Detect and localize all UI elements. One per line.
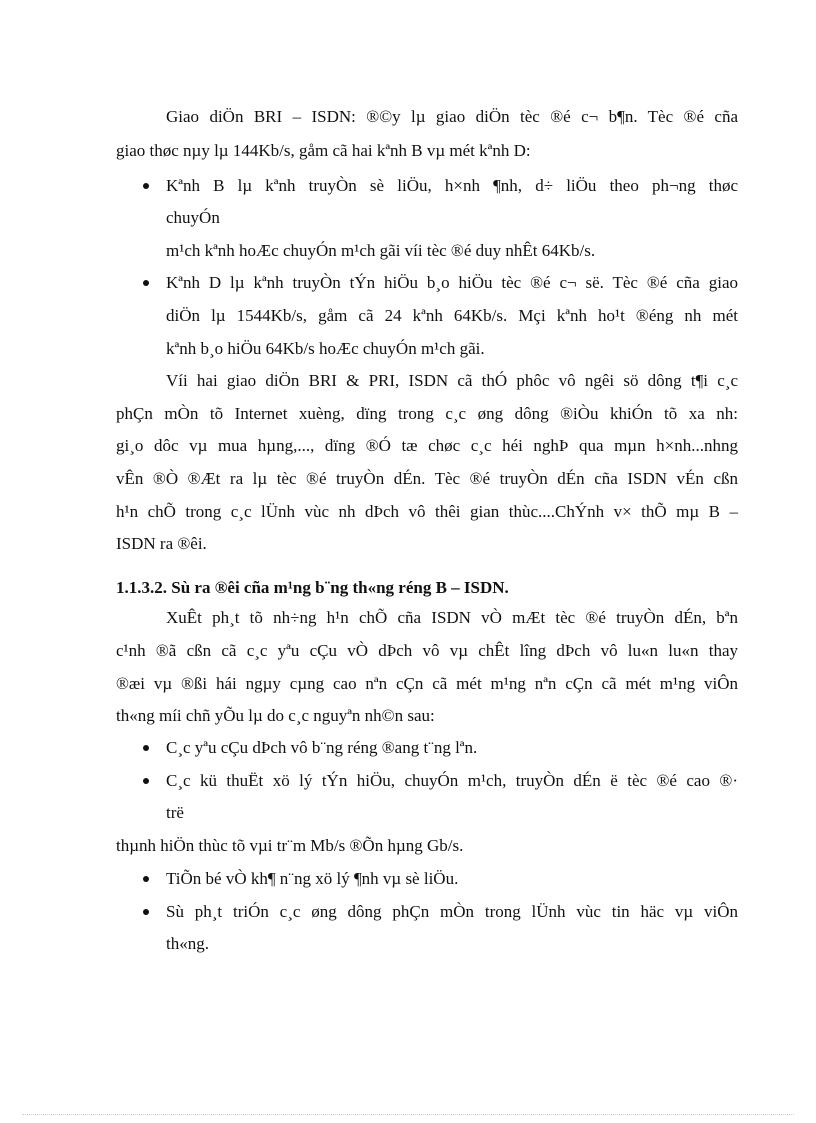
list-item-line: kªnh b¸o hiÖu 64Kb/s hoÆc chuyÓn m¹ch gãi.: [166, 339, 485, 358]
list-item-line: Sù ph¸t triÓn c¸c øng dông phÇn mÒn trong lÜnh vùc tin häc vµ viÔn: [166, 902, 738, 921]
section-heading: 1.1.3.2. Sù ra ®êi cña m¹ng b¨ng th«ng réng B – ISDN.: [116, 578, 509, 597]
list-item-line: C¸c yªu cÇu dÞch vô b¨ng réng ®ang t¨ng lªn.: [166, 738, 478, 757]
bullet-icon: [143, 778, 149, 784]
list-item-line: trë: [166, 803, 184, 822]
list-item-line: diÖn lµ 1544Kb/s, gåm cã 24 kªnh 64Kb/s. Mçi kªnh ho¹t ®éng nh mét: [166, 306, 738, 325]
page-bottom-divider: [22, 1114, 794, 1115]
list-item-line: Kªnh D lµ kªnh truyÒn tÝn hiÖu b¸o hiÖu tèc ®é c¬ së. Tèc ®é cña giao: [166, 273, 738, 292]
list-item-line: th«ng.: [166, 934, 209, 953]
paragraph-line: ISDN ra ®êi.: [116, 534, 207, 553]
paragraph-line: Giao diÖn BRI – ISDN: ®©y lµ giao diÖn tèc ®é c¬ b¶n. Tèc ®é cña: [166, 107, 738, 126]
bullet-icon: [143, 280, 149, 286]
paragraph-line: th«ng míi chñ yÕu lµ do c¸c nguyªn nh©n sau:: [116, 706, 435, 725]
paragraph-line: giao thøc nµy lµ 144Kb/s, gåm cã hai kªnh B vµ mét kªnh D:: [116, 141, 531, 160]
list-item-line: Kªnh B lµ kªnh truyÒn sè liÖu, h×nh ¶nh, d÷ liÖu theo ph¬ng thøc: [166, 176, 738, 195]
paragraph-line: c¹nh ®ã cßn cã c¸c yªu cÇu vÒ dÞch vô vµ chÊt lîng dÞch vô lu«n lu«n thay: [116, 641, 738, 660]
bullet-icon: [143, 183, 149, 189]
paragraph-line: XuÊt ph¸t tõ nh÷ng h¹n chÕ cña ISDN vÒ mÆt tèc ®é truyÒn dÉn, bªn: [166, 608, 738, 627]
bullet-icon: [143, 745, 149, 751]
paragraph-line: thµnh hiÖn thùc tõ vµi tr¨m Mb/s ®Õn hµng Gb/s.: [116, 836, 464, 855]
list-item-line: TiÕn bé vÒ kh¶ n¨ng xö lý ¶nh vµ sè liÖu.: [166, 869, 459, 888]
list-item-line: m¹ch kªnh hoÆc chuyÓn m¹ch gãi víi tèc ®é duy nhÊt 64Kb/s.: [166, 241, 596, 260]
list-item-line: chuyÓn: [166, 208, 220, 227]
bullet-icon: [143, 909, 149, 915]
paragraph-line: h¹n chÕ trong c¸c lÜnh vùc nh dÞch vô thêi gian thùc....ChÝnh v× thÕ mµ B –: [116, 502, 738, 521]
paragraph-line: Víi hai giao diÖn BRI & PRI, ISDN cã thÓ phôc vô ngêi sö dông t¶i c¸c: [166, 371, 738, 390]
bullet-icon: [143, 876, 149, 882]
paragraph-line: phÇn mÒn tõ Internet xuèng, dïng trong c¸c øng dông ®iÒu khiÓn tõ xa nh:: [116, 404, 738, 423]
paragraph-line: ®æi vµ ®ßi hái ngµy cµng cao nªn cÇn cã mét m¹ng nªn cÇn cã mét m¹ng viÔn: [116, 674, 738, 693]
paragraph-line: vÊn ®Ò ®Æt ra lµ tèc ®é truyÒn dÉn. Tèc ®é truyÒn dÉn cña ISDN vÉn cßn: [116, 469, 738, 488]
paragraph-line: gi¸o dôc vµ mua hµng,..., dïng ®Ó tæ chøc c¸c héi nghÞ qua mµn h×nh...nhng: [116, 436, 738, 455]
list-item-line: C¸c kü thuËt xö lý tÝn hiÖu, chuyÓn m¹ch, truyÒn dÉn ë tèc ®é cao ®·: [166, 771, 738, 790]
